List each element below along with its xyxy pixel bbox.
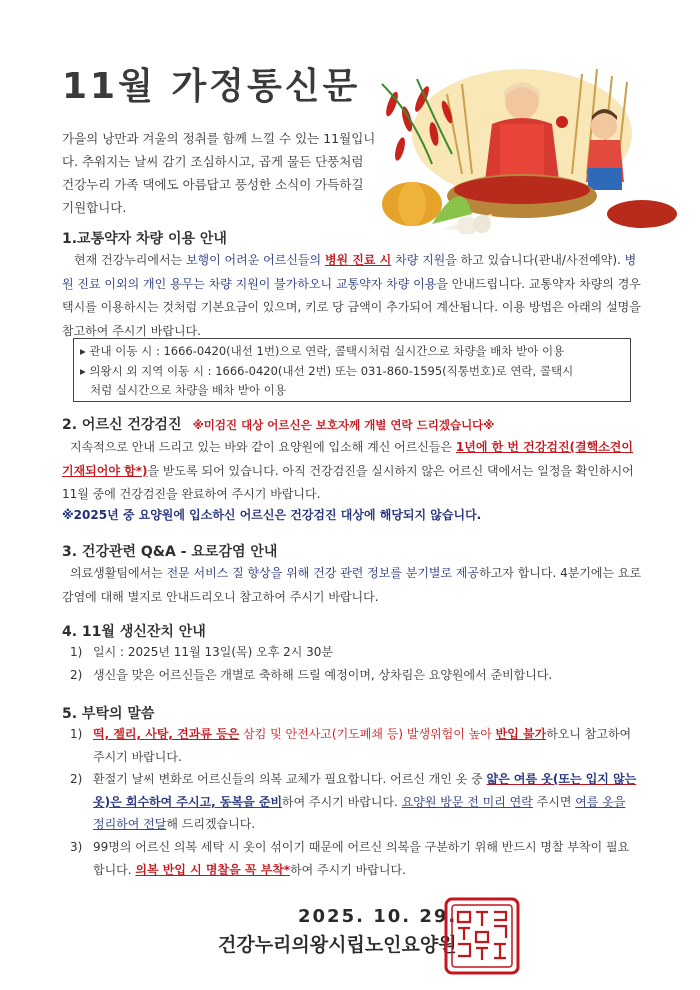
birthday-detail: 생신을 맞은 어르신들은 개별로 축하해 드릴 예정이며, 상차림은 요양원에서 준비합니다. <box>93 668 553 682</box>
page-title: 11월 가정통신문 <box>62 66 361 107</box>
section-2-body <box>62 436 642 507</box>
s3-text: 의료생활팀에서는 <box>70 566 167 580</box>
section-2-heading-row <box>62 414 494 434</box>
section-2-heading: 2. 어르신 건강검진 <box>62 417 182 433</box>
item-number: 1) <box>70 645 83 659</box>
s3-text-2: 하고자 합니다. 4분기에는 요로감염에 대해 별지로 안내드리오니 참고하여 주시기 바랍니다. <box>62 566 642 604</box>
s1-emphasis-hospital: 병원 진료 시 <box>324 253 392 267</box>
transport-outside-line-cont: 처럼 실시간으로 차량을 배차 받아 이용 <box>90 383 287 397</box>
official-seal-icon <box>443 896 521 976</box>
r3-text: 99명의 어르신 의복 세탁 시 옷이 섞이기 때문에 어르신 의복을 구분하기 위해 반드시 명찰 부착이 필요합니다. <box>93 840 630 877</box>
r2-emphasis-clothes: 얇은 여름 옷(또는 입지 않는 옷)은 회수하여 주시고, 동복을 준비 <box>93 772 637 809</box>
s2-text: 지속적으로 안내 드리고 있는 바와 같이 요양원에 입소해 계신 어르신들은 <box>70 440 456 454</box>
s1-text: 현재 건강누리에서는 <box>74 253 186 267</box>
request-item-1 <box>70 723 640 768</box>
request-item-3 <box>70 836 640 881</box>
section-2-footnote: ※2025년 중 요양원에 입소하신 어르신은 건강검진 대상에 해당되지 않습니다. <box>62 508 482 522</box>
section-4-heading: 4. 11월 생신잔치 안내 <box>62 624 206 640</box>
item-number: 2) <box>70 668 83 682</box>
item-number: 2) <box>70 772 83 786</box>
r2-text-4: 해 드리겠습니다. <box>166 817 256 831</box>
r3-emphasis-nametag: 의복 반입 시 명찰을 꼭 부착* <box>135 862 291 877</box>
request-item-2 <box>70 768 640 836</box>
transport-local-line: ▸ 관내 이동 시 : 1666-0420(내선 1번)으로 연락, 콜택시처럼 실시간으로 차량을 배차 받아 이용 <box>80 344 565 358</box>
r2-text-3: 주시면 <box>532 794 576 809</box>
section-5-heading: 5. 부탁의 말씀 <box>62 706 155 722</box>
birthday-datetime: 일시 : 2025년 11월 13일(목) 오후 2시 30분 <box>93 645 334 659</box>
birthday-item-1 <box>70 641 640 664</box>
grandmother-child-illustration <box>372 64 684 234</box>
r2-text-2: 하여 주시기 바랍니다. <box>282 794 402 809</box>
r2-emphasis-deliver: 여름 옷을 정리하여 전달 <box>93 794 626 831</box>
section-3-body <box>62 562 642 609</box>
r2-text: 환절기 날씨 변화로 어르신들의 의복 교체가 필요합니다. 어르신 개인 옷 중 <box>93 772 487 786</box>
r3-text-2: 하여 주시기 바랍니다. <box>290 862 406 877</box>
s1-text-2: 을 하고 있습니다(관내/사전예약). <box>445 253 625 267</box>
r1-emphasis-banned: 반입 불가 <box>495 727 547 741</box>
s2-text-2: 을 받도록 되어 있습니다. 아직 건강검진을 실시하지 않은 어르신 댁에서는 일정을 확인하시어 11월 중에 건강검진을 완료하여 주시기 바랍니다. <box>62 463 634 501</box>
intro-paragraph: 가을의 낭만과 겨울의 정취를 함께 느낄 수 있는 11월입니다. 추워지는 날씨 감기 조심하시고, 곱게 물든 단풍처럼 건강누리 가족 댁에도 아름답고 풍성한 소식이 가득하길 기원합니다. <box>62 131 376 215</box>
organization-name: 건강누리의왕시립노인요양원 <box>218 934 457 956</box>
item-number: 1) <box>70 727 83 741</box>
transport-info-box <box>73 338 631 402</box>
issue-date: 2025. 10. 29. <box>298 906 458 927</box>
s1-text-3: 을 안내드립니다. 교통약자 차량의 경우 택시를 이용하시는 것처럼 기본요금이 있으며, 키로 당 금액이 추가되어 계산됩니다. 이용 방법은 아래의 설명을 참고하여 주시기 바랍니다. <box>62 276 641 338</box>
s3-emphasis: 전문 서비스 질 향상을 위해 건강 관련 정보를 분기별로 제공 <box>166 566 480 580</box>
section-1-heading: 1.교통약자 차량 이용 안내 <box>62 231 227 247</box>
r1-emphasis-foods: 떡, 젤리, 사탕, 견과류 등은 <box>93 727 240 741</box>
section-1-body <box>62 249 642 343</box>
item-number: 3) <box>70 840 83 854</box>
s1-emphasis-walking: 보행이 어려운 어르신들의 <box>185 253 325 267</box>
r1-text: 삼킴 및 안전사고(기도폐쇄 등) 발생위험이 높아 <box>239 727 496 741</box>
s1-emphasis-vehicle: 차량 지원 <box>391 253 446 267</box>
r1-text-2: 하오니 참고하여 주시기 바랍니다. <box>93 727 632 764</box>
transport-outside-line: ▸ 의왕시 외 지역 이동 시 : 1666-0420(내선 2번) 또는 031-860-1595(직통번호)로 연락, 콜택시 <box>80 363 574 378</box>
section-2-note: ※미검진 대상 어르신은 보호자께 개별 연락 드리겠습니다※ <box>192 418 495 432</box>
birthday-item-2 <box>70 664 640 687</box>
r2-emphasis-contact: 요양원 방문 전 미리 연락 <box>401 794 533 809</box>
s1-emphasis-personal: 병원 진료 이외의 개인 용무는 차량 지원이 불가하오니 교통약자 차량 이용 <box>62 253 637 291</box>
s2-emphasis-checkup: 1년에 한 번 건강검진(결핵소견이 기재되어야 함*) <box>62 440 633 478</box>
section-3-heading: 3. 건강관련 Q&A - 요로감염 안내 <box>62 544 278 560</box>
